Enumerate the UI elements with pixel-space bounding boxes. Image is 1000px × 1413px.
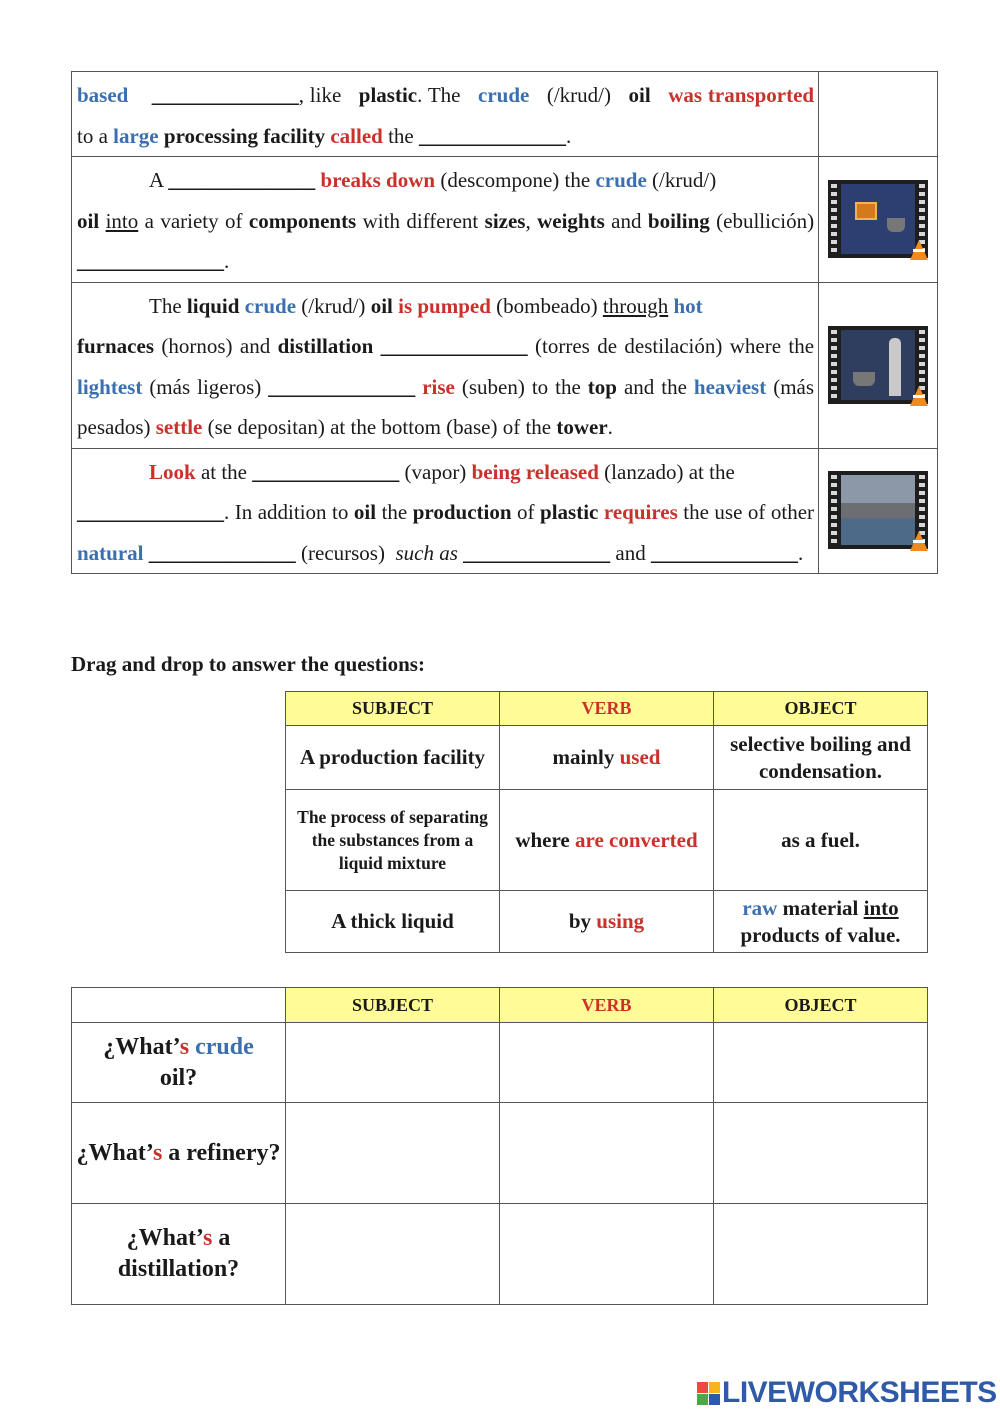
drop-zone-object[interactable]: [714, 1103, 928, 1204]
verb-header: VERB: [500, 692, 714, 726]
question-distillation: ¿What’s a distillation?: [72, 1204, 286, 1305]
video-thumbnail[interactable]: [828, 326, 928, 404]
video-thumbnail[interactable]: [828, 471, 928, 549]
paragraph-2: A ______________ breaks down (descompone) the crude (/krud/): [149, 168, 717, 192]
answer-grid: [71, 987, 928, 1305]
answer-options-table: [285, 691, 928, 953]
subject-header: SUBJECT: [286, 692, 500, 726]
grid-subject-header: SUBJECT: [286, 988, 500, 1023]
paragraph-3: The liquid crude (/krud/) oil is pumped (bombeado) through hot: [149, 293, 703, 318]
blank-input[interactable]: ______________: [650, 540, 798, 565]
draggable-subject[interactable]: A production facility: [286, 726, 500, 790]
reading-row-3: The liquid crude (/krud/) oil is pumped (bombeado) through hot furnaces (hornos) and distillation ______________ (torres de destilación) where the lightest (más ligeros) ______________ rise (suben) to the top and the heaviest (más pesados) settle (se depositan) at the bottom (base) of the tower.: [72, 282, 938, 448]
drop-zone-subject[interactable]: [286, 1103, 500, 1204]
paragraph-1: based ______________, like plastic. The crude (/krud/) oil was transported to a large processing facility called the ______________.: [77, 83, 815, 148]
draggable-subject[interactable]: A thick liquid: [286, 891, 500, 953]
paragraph-4: Look at the ______________ (vapor) being released (lanzado) at the: [149, 459, 735, 484]
grid-row-crude-oil: [72, 1023, 928, 1103]
blank-input[interactable]: ______________: [151, 83, 299, 107]
play-cone-icon: [910, 531, 928, 551]
drop-zone-verb[interactable]: [500, 1103, 714, 1204]
blank-input[interactable]: ______________: [168, 168, 316, 192]
drop-zone-object[interactable]: [714, 1204, 928, 1305]
blank-input[interactable]: ______________: [77, 500, 224, 524]
blank-input[interactable]: ______________: [418, 123, 566, 148]
blank-input[interactable]: ______________: [77, 249, 224, 273]
play-cone-icon: [910, 240, 928, 260]
draggable-object[interactable]: selective boiling and condensation.: [714, 726, 928, 790]
play-cone-icon: [910, 386, 928, 406]
draggable-object[interactable]: raw material into products of value.: [714, 891, 928, 953]
blank-input[interactable]: ______________: [148, 540, 296, 565]
grid-object-header: OBJECT: [714, 988, 928, 1023]
grid-row-distillation: [72, 1204, 928, 1305]
liveworksheets-logo: LIVEWORKSHEETS: [697, 1376, 997, 1410]
blank-input[interactable]: ______________: [463, 540, 611, 565]
video-thumbnail[interactable]: [828, 180, 928, 258]
grid-verb-header: VERB: [500, 988, 714, 1023]
blank-input[interactable]: ______________: [380, 334, 528, 358]
drop-zone-object[interactable]: [714, 1023, 928, 1103]
reading-table: [71, 71, 938, 574]
logo-mark-icon: [697, 1382, 720, 1405]
object-header: OBJECT: [714, 692, 928, 726]
drop-zone-verb[interactable]: [500, 1204, 714, 1305]
draggable-verb[interactable]: where are converted: [500, 790, 714, 891]
drop-zone-subject[interactable]: [286, 1204, 500, 1305]
draggable-verb[interactable]: by using: [500, 891, 714, 953]
media-cell-empty: [819, 72, 938, 157]
question-crude-oil: ¿What’s crude oil?: [72, 1023, 286, 1103]
draggable-object[interactable]: as a fuel.: [714, 790, 928, 891]
reading-row-2: A ______________ breaks down (descompone) the crude (/krud/) oil into a variety of components with different sizes, weights and boiling (ebullición) ______________.: [72, 157, 938, 283]
question-refinery: ¿What’s a refinery?: [72, 1103, 286, 1204]
drop-zone-verb[interactable]: [500, 1023, 714, 1103]
grid-row-refinery: [72, 1103, 928, 1204]
drop-zone-subject[interactable]: [286, 1023, 500, 1103]
reading-row-4: Look at the ______________ (vapor) being released (lanzado) at the ______________. In addition to oil the production of plastic requires the use of other natural ______________ (recursos) such as ______________ and ______________.: [72, 448, 938, 574]
blank-input[interactable]: ______________: [268, 374, 416, 399]
draggable-subject[interactable]: The process of separating the substances from a liquid mixture: [286, 790, 500, 891]
drag-drop-instruction: Drag and drop to answer the questions:: [71, 652, 425, 676]
reading-row-1: [72, 72, 938, 157]
blank-input[interactable]: ______________: [252, 459, 400, 484]
draggable-verb[interactable]: mainly used: [500, 726, 714, 790]
